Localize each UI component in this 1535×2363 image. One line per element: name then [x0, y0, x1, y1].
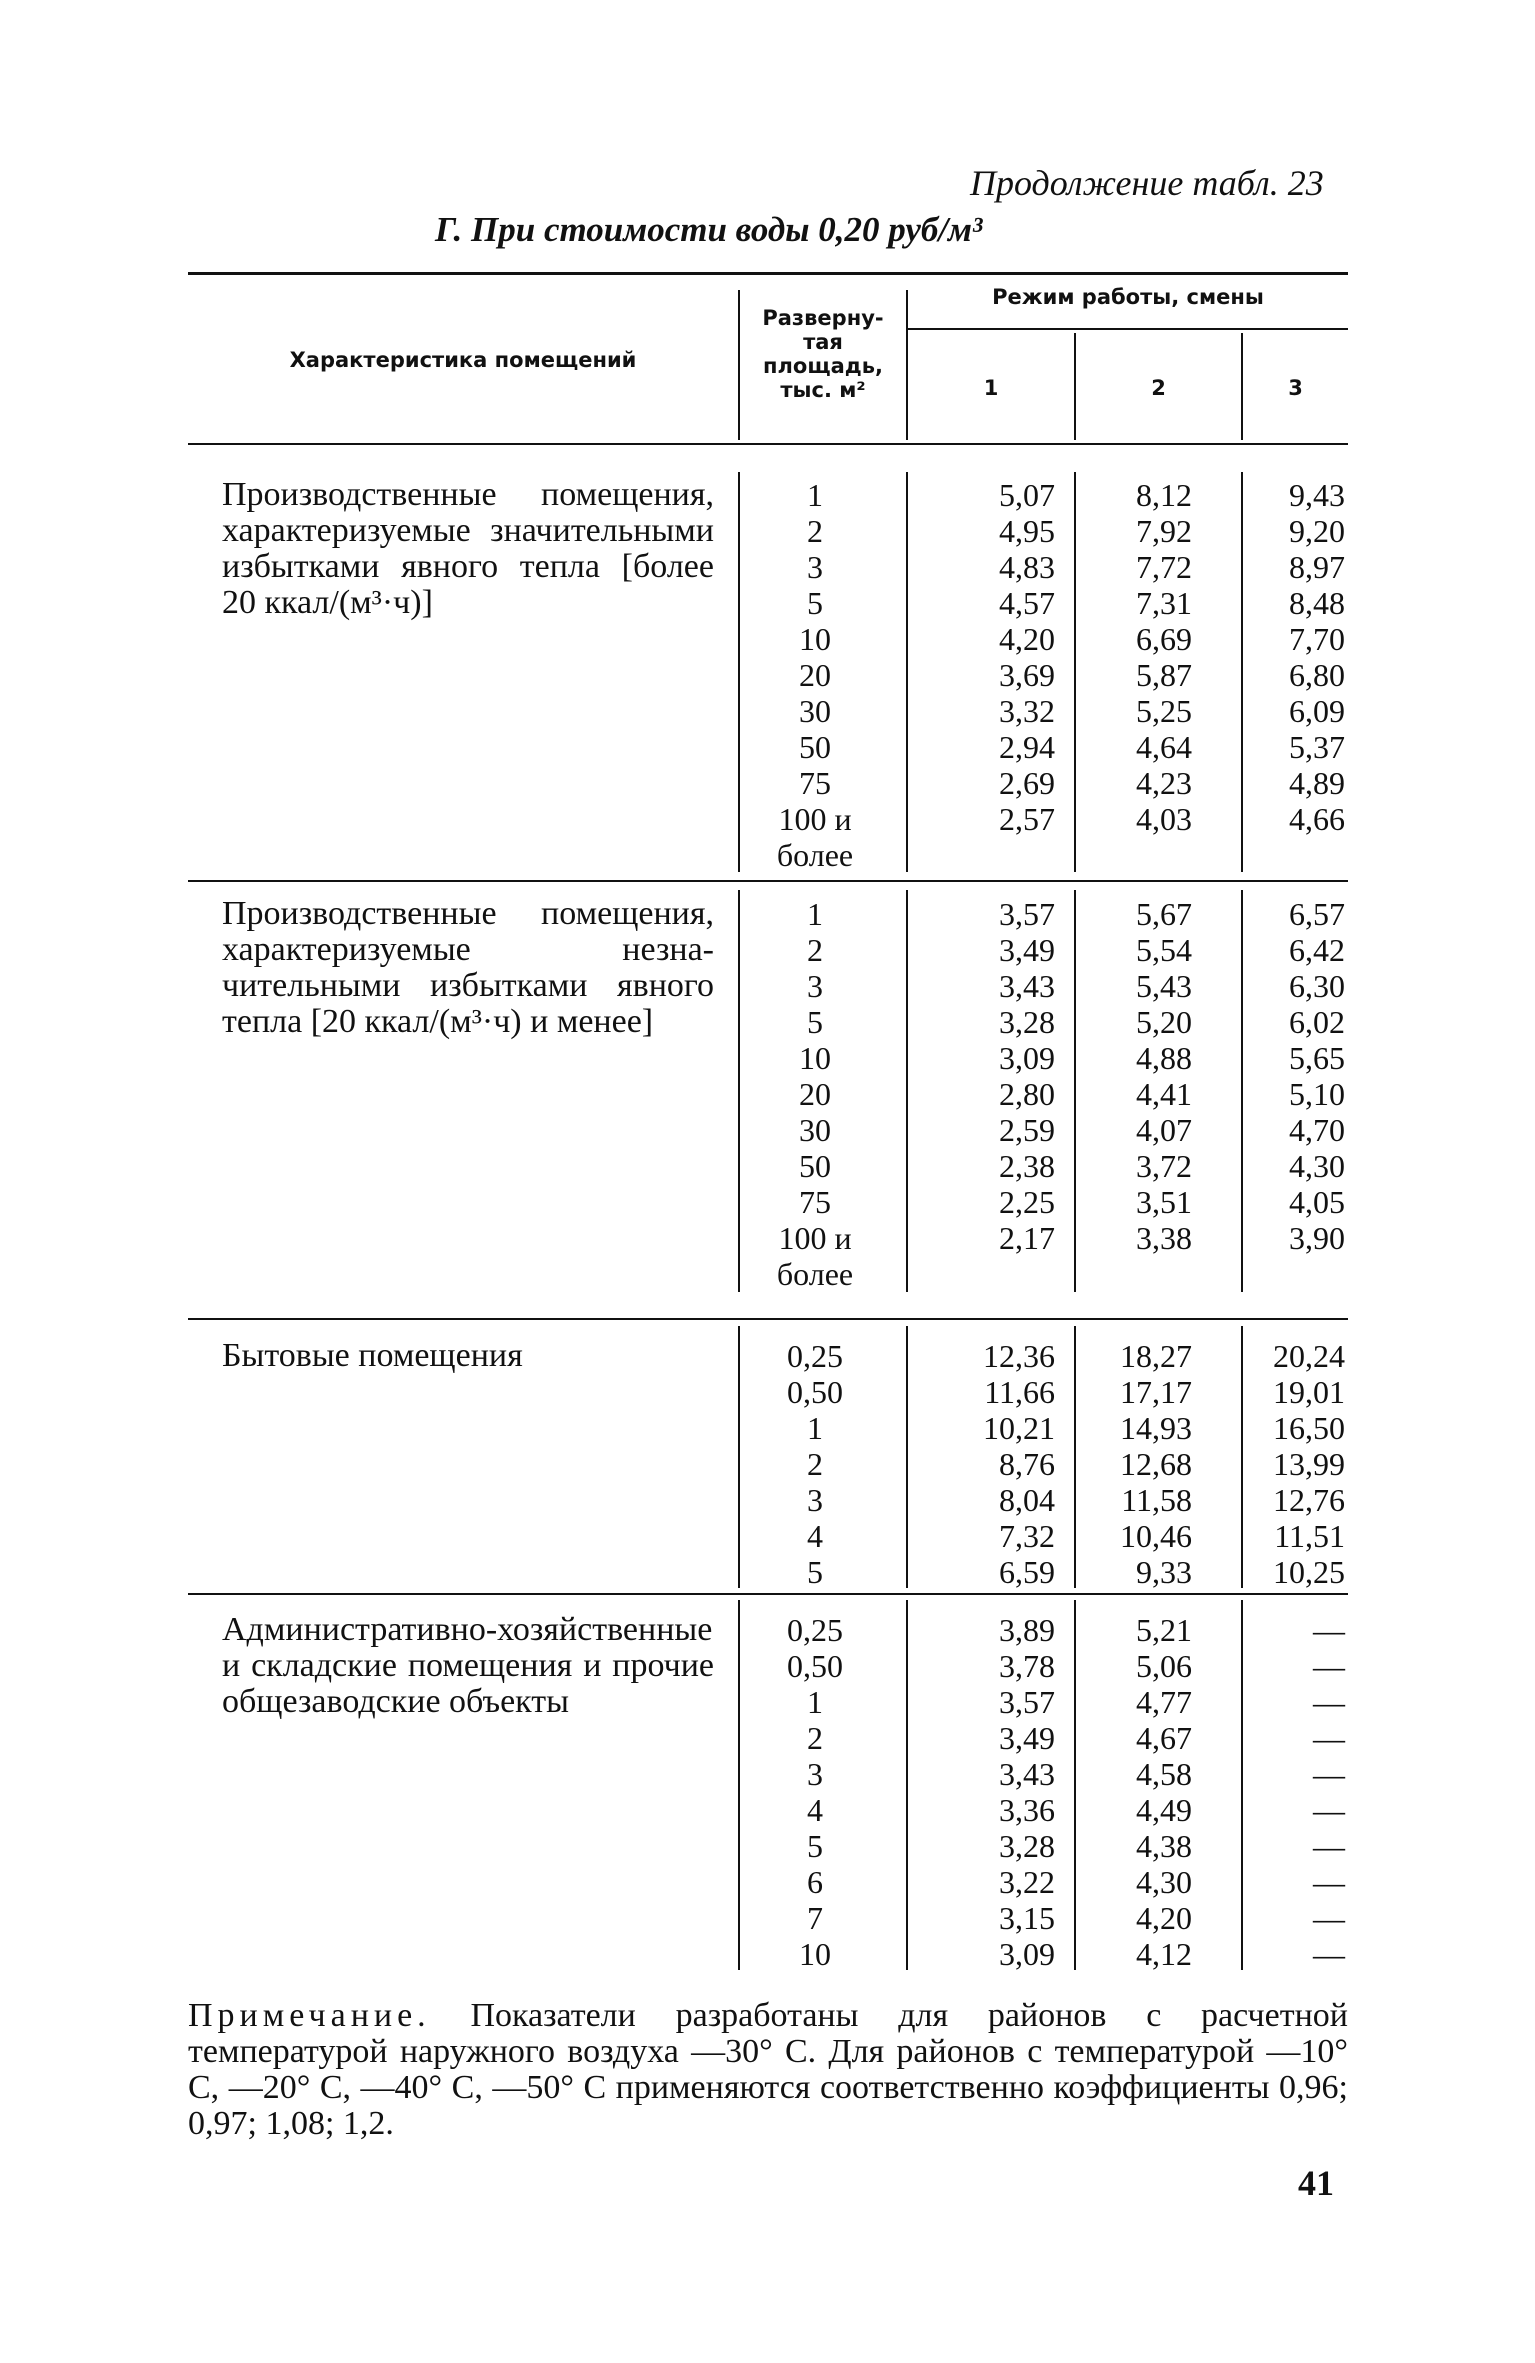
shift-1-column: 5,07 4,95 4,83 4,57 4,20 3,69 3,32 2,94 2,69 2,57: [999, 477, 1055, 837]
shift-3-column: — — — — — — — — — —: [1313, 1612, 1345, 1972]
footnote-label: Примечание.: [188, 1997, 431, 2034]
header-divider: [906, 290, 908, 440]
shift-2-column: 5,21 5,06 4,77 4,67 4,58 4,49 4,38 4,30 4,20 4,12: [1136, 1612, 1192, 1972]
shift-3-header: 3: [1288, 376, 1303, 400]
group-description: Производственные помещения, характеризуемые незначительными избытками явного тепла [20 ккал/(м³·ч) и менее]: [222, 895, 714, 1040]
group-separator: [188, 1593, 1348, 1595]
shift-2-column: 8,12 7,92 7,72 7,31 6,69 5,87 5,25 4,64 4,23 4,03: [1136, 477, 1192, 837]
table-continuation-caption: Продолжение табл. 23: [970, 163, 1324, 203]
table-top-rule: [188, 272, 1348, 275]
area-column: 1 2 3 5 10 20 30 50 75 100 и более: [776, 477, 854, 873]
table-subtitle: Г. При стоимости воды 0,20 руб/м³: [435, 210, 983, 249]
shift-2-column: 5,67 5,54 5,43 5,20 4,88 4,41 4,07 3,72 3,51 3,38: [1136, 896, 1192, 1256]
group-description: Бытовые помещения: [222, 1337, 523, 1374]
shift-2-column: 18,27 17,17 14,93 12,68 11,58 10,46 9,33: [1120, 1338, 1192, 1590]
group-separator: [188, 1318, 1348, 1320]
page-number: 41: [1298, 2163, 1334, 2203]
group-description: Административно-хозяйственные и складские помещения и прочие общезаводские объекты: [222, 1611, 714, 1720]
area-column: 0,25 0,50 1 2 3 4 5 6 7 10: [787, 1612, 843, 1972]
shift-1-column: 12,36 11,66 10,21 8,76 8,04 7,32 6,59: [983, 1338, 1055, 1590]
area-column: 1 2 3 5 10 20 30 50 75 100 и более: [776, 896, 854, 1292]
shift-3-column: 20,24 19,01 16,50 13,99 12,76 11,51 10,25: [1273, 1338, 1345, 1590]
header-bottom-rule: [188, 443, 1348, 445]
footnote-text: Показатели разработаны для районов с расчетной температурой наружного воздуха —30° С. Для районов с температурой —10° С, —20° С, —40° С, —50° С применяются соответственно коэффициенты 0,96; 0,97; 1,08; 1,2.: [188, 1997, 1348, 2142]
mode-header-rule: [908, 328, 1348, 330]
area-column: 0,25 0,50 1 2 3 4 5: [787, 1338, 843, 1590]
shift-2-header: 2: [1151, 376, 1166, 400]
characteristic-header: Характеристика помещений: [289, 348, 637, 372]
area-header: Разверну- тая площадь, тыс. м²: [762, 306, 884, 402]
table-footnote: [188, 1998, 1348, 2142]
group-description: Производственные помещения, характеризуемые значительными избытками явного тепла [более 20 ккал/(м³·ч)]: [222, 476, 714, 621]
shift-3-column: 9,43 9,20 8,97 8,48 7,70 6,80 6,09 5,37 4,89 4,66: [1289, 477, 1345, 837]
work-mode-header: Режим работы, смены: [992, 285, 1264, 309]
shift-1-column: 3,89 3,78 3,57 3,49 3,43 3,36 3,28 3,22 3,15 3,09: [999, 1612, 1055, 1972]
group-separator: [188, 880, 1348, 882]
shift-3-column: 6,57 6,42 6,30 6,02 5,65 5,10 4,70 4,30 4,05 3,90: [1289, 896, 1345, 1256]
shift-1-header: 1: [983, 376, 999, 400]
shift-1-column: 3,57 3,49 3,43 3,28 3,09 2,80 2,59 2,38 2,25 2,17: [999, 896, 1055, 1256]
